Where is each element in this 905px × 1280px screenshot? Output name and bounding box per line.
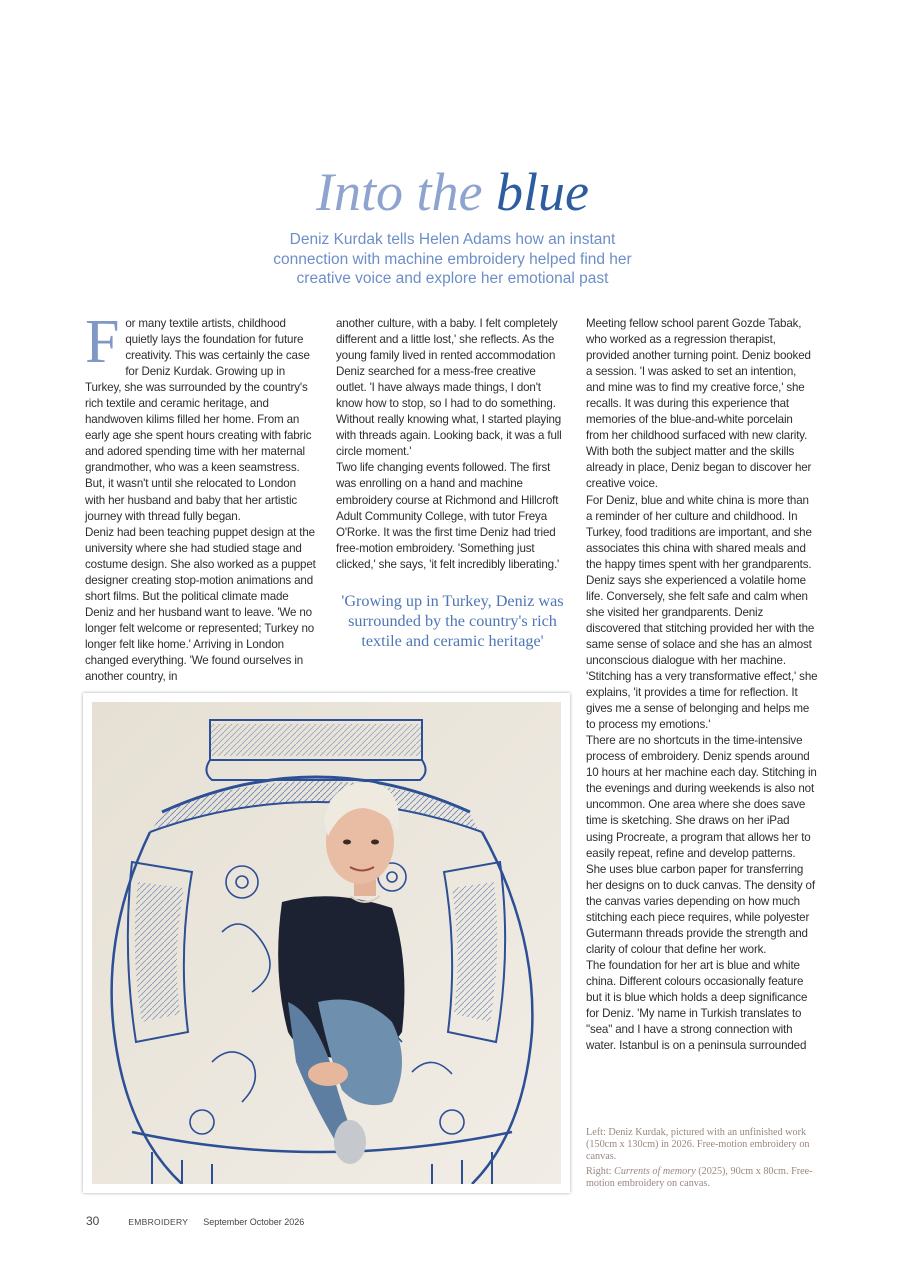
caption-right-prefix: Right: xyxy=(586,1166,615,1178)
body-paragraph: Two life changing events followed. The first was enrolling on a hand and machine embroidery course at Richmond and Hillcroft Adult Community College, with tutor Freya O'Rorke. It was the first time Deniz had tried free-motion embroidery. 'Something just clicked,' she says, 'it felt incredibly liberating.' xyxy=(336,461,560,571)
page-number: 30 xyxy=(86,1214,100,1228)
body-paragraph: There are no shortcuts in the time-intensive process of embroidery. Deniz spends around 10 hours at her machine each day. Stitching in the evenings and during weekends is also not uncommon. One area where she does save time is sketching. She draws on her iPad using Procreate, a program that allows her to easily repeat, refine and develop patterns. She uses blue carbon paper for transferring her designs on to duck canvas. The density of the canvas varies depending on how much stitching each piece requires, while polyester Gutermann threads provide the strength and clarity of colour that define her work. xyxy=(586,734,817,956)
caption-right-title: Currents of memory xyxy=(614,1166,696,1178)
embroidered-jar-illustration xyxy=(92,702,561,1184)
title-part-2: blue xyxy=(495,162,589,222)
body-paragraph xyxy=(85,308,318,525)
body-paragraph: For Deniz, blue and white china is more than a reminder of her culture and childhood. In Turkey, food traditions are important, and she associates this china with shared meals and the happy times spent with her grandparents. Deniz says she experienced a volatile home life. Conversely, she felt safe and calm when she visited her grandparents. Deniz discovered that stitching provided her with the same sense of solace and she has an almost unconscious dialogue with her machine. 'Stitching has a very transformative effect,' she explains, 'it provides a time for reflection. It gives me a sense of belonging and helps me to process my emotions.' xyxy=(586,493,818,732)
page-footer xyxy=(86,1214,304,1228)
body-column-2 xyxy=(336,316,569,573)
paragraph-text: or many textile artists, childhood quietly lays the foundation for future creativity. This was certainly the case for Deniz Kurdak. Growing up in Turkey, she was surrounded by the country's rich textile and ceramic heritage, and handwoven kilims filled her home. From an early age she spent hours creating with fabric and adored spending time with her maternal grandmother, who was a keen seamstress. But, it wasn't until she relocated to London with her husband and baby that her artistic journey with thread fully began. xyxy=(85,317,312,523)
caption-right xyxy=(586,1166,818,1190)
artist-photo xyxy=(92,702,561,1184)
drop-cap: F xyxy=(85,308,120,376)
issue-date: September October 2026 xyxy=(203,1217,305,1227)
standfirst: Deniz Kurdak tells Helen Adams how an instant connection with machine embroidery helped find her creative voice and explore her emotional past xyxy=(273,231,632,287)
pull-quote: 'Growing up in Turkey, Deniz was surrounded by the country's rich textile and ceramic heritage' xyxy=(341,592,564,650)
body-column-3 xyxy=(586,316,818,1054)
body-paragraph: Deniz had been teaching puppet design at the university where she had studied stage and costume design. She also worked as a puppet designer creating stop-motion animations and short films. But the political climate made Deniz and her husband want to leave. 'We no longer felt welcome or represented; Turkey no longer felt like home.' Arriving in London changed everything. 'We found ourselves in another country, in xyxy=(85,525,316,684)
article-title xyxy=(0,160,905,224)
magazine-name: EMBROIDERY xyxy=(128,1217,189,1227)
body-paragraph: Meeting fellow school parent Gozde Tabak, who worked as a regression therapist, provided another turning point. Deniz booked a session. 'I was asked to set an intention, and mine was to find my creative force,' she recalls. It was during this experience that memories of the blue-and-white porcelain from her childhood surfaced with new clarity. With both the subject matter and the skills already in place, Deniz began to discover her creative voice. xyxy=(586,317,812,491)
article-photo-frame xyxy=(83,693,570,1193)
photo-caption xyxy=(586,1127,818,1194)
body-column-1 xyxy=(85,308,318,685)
caption-right-rest: (2025), 90cm x 80cm. Free-motion embroidery on canvas. xyxy=(586,1166,813,1190)
body-paragraph: The foundation for her art is blue and white china. Different colours occasionally feature but it is blue which holds a deep significance for Deniz. 'My name in Turkish translates to "sea" and I have a strong connection with water. Istanbul is on a peninsula surrounded xyxy=(586,958,808,1053)
title-part-1: Into the xyxy=(316,162,483,222)
body-paragraph: another culture, with a baby. I felt completely different and a little lost,' she reflects. As the young family lived in rented accommodation Deniz searched for a mess-free creative outlet. 'I have always made things, I don't know how to stop, so I had to do something. Without really knowing what, I started playing with threads again. Looking back, it was a full circle moment.' xyxy=(336,317,562,459)
caption-left: Left: Deniz Kurdak, pictured with an unfinished work (150cm x 130cm) in 2026. Free-motion embroidery on canvas. xyxy=(586,1127,810,1162)
